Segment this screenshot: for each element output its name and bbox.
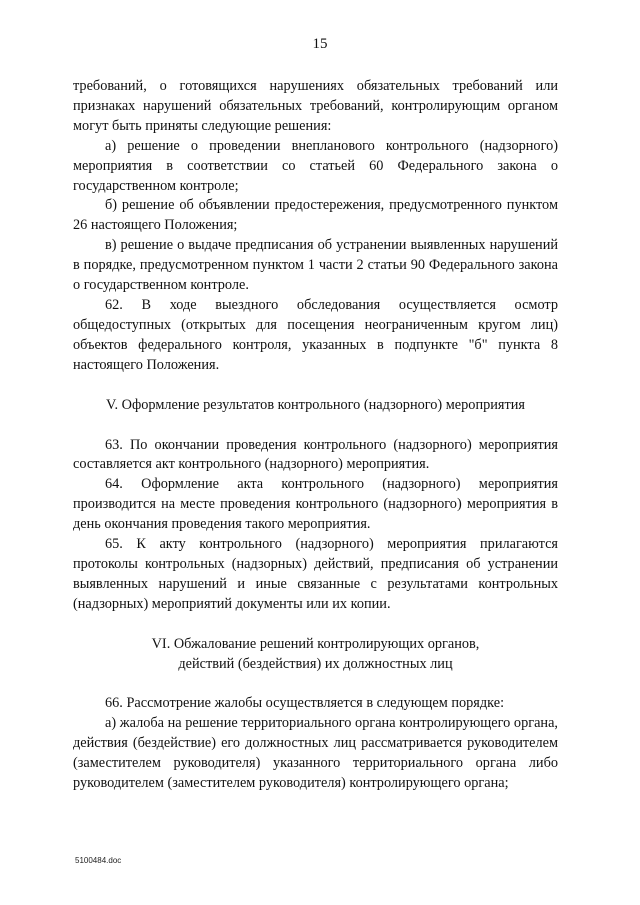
paragraph-item-b: б) решение об объявлении предостережения, предусмотренного пунктом 26 настоящего Положения; bbox=[73, 197, 558, 234]
page-number: 15 bbox=[312, 36, 328, 52]
paragraph-66: 66. Рассмотрение жалобы осуществляется в следующем порядке: bbox=[105, 695, 505, 712]
paragraph-item-a: а) решение о проведении внепланового контрольного (надзорного) мероприятия в соответствии со статьей 60 Федерального закона о государственном контроле; bbox=[73, 137, 558, 194]
spacer bbox=[73, 615, 558, 635]
spacer bbox=[73, 376, 558, 396]
section-heading-v: V. Оформление результатов контрольного (надзорного) мероприятия bbox=[106, 396, 525, 413]
paragraph-65: 65. К акту контрольного (надзорного) мероприятия прилагаются протоколы контрольных (надзорных) действий, предписания об устранении выявленных нарушений и иные связанные с результатами контрольных (надзорных) мероприятий документы или их копии. bbox=[73, 536, 558, 612]
document-footer-code: 5100484.doc bbox=[75, 856, 122, 865]
paragraph-continuation: требований, о готовящихся нарушениях обязательных требований или признаках нарушений обязательных требований, контролирующим органом могут быть приняты следующие решения: bbox=[73, 78, 558, 134]
spacer bbox=[73, 416, 558, 436]
paragraph-63: 63. По окончании проведения контрольного (надзорного) мероприятия составляется акт контрольного (надзорного) мероприятия. bbox=[73, 436, 558, 473]
paragraph-62: 62. В ходе выездного обследования осуществляется осмотр общедоступных (открытых для посещения неограниченным кругом лиц) объектов федерального контроля, указанных в подпункте "б" пункта 8 настоящего Положения. bbox=[73, 296, 558, 373]
document-body bbox=[73, 77, 558, 794]
spacer bbox=[73, 674, 558, 694]
paragraph-64: 64. Оформление акта контрольного (надзорного) мероприятия производится на месте проведения контрольного (надзорного) мероприятия в день окончания проведения такого мероприятия. bbox=[73, 476, 558, 533]
section-heading-vi-line2: действий (бездействия) их должностных лиц bbox=[178, 655, 453, 672]
section-heading-vi-line1: VI. Обжалование решений контролирующих органов, bbox=[151, 635, 480, 652]
paragraph-item-v: в) решение о выдаче предписания об устранении выявленных нарушений в порядке, предусмотренном пунктом 1 части 2 статьи 90 Федерального закона о государственном контроле. bbox=[73, 237, 558, 294]
paragraph-66-item-a: а) жалоба на решение территориального органа контролирующего органа, действия (бездействие) его должностных лиц рассматривается руководителем (заместителем руководителя) указанного территориального органа либо руководителем (заместителем руководителя) контролирующего органа; bbox=[73, 715, 558, 792]
